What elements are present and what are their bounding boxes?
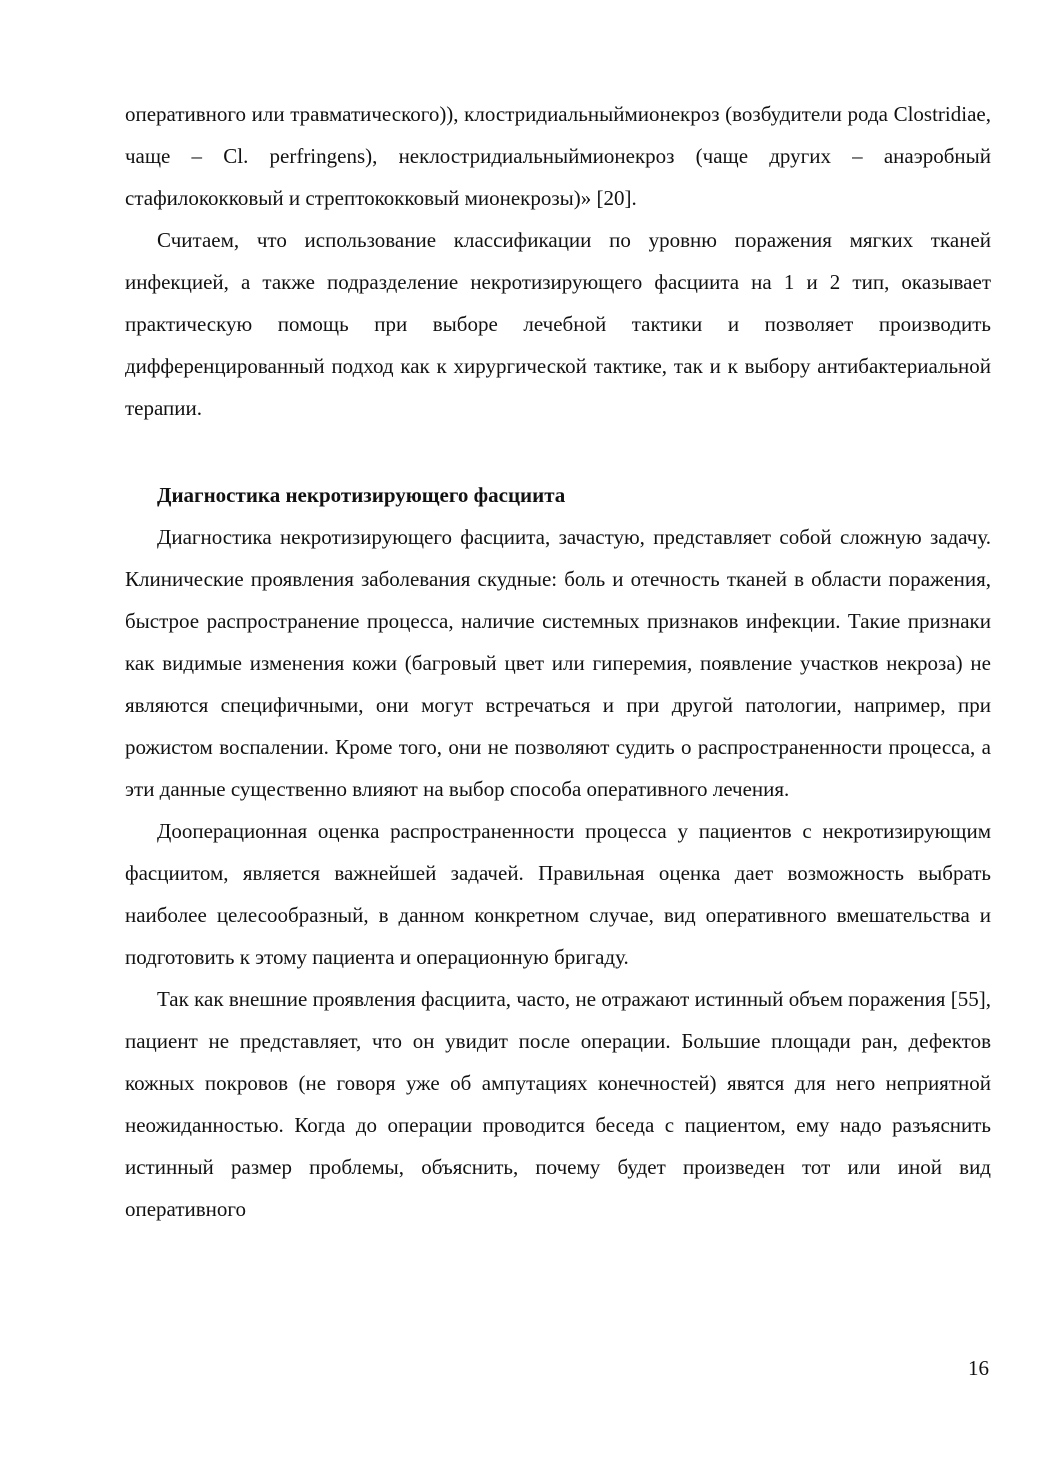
section-heading: Диагностика некротизирующего фасциита — [157, 483, 566, 507]
paragraph-group-top — [125, 93, 991, 429]
paragraph-diagnostics: Диагностика некротизирующего фасциита, зачастую, представляет собой сложную задачу. Клинические проявления заболевания скудные: боль и отечность тканей в области поражения, быстрое распространение процесса, наличие системных признаков инфекции. Такие признаки как видимые изменения кожи (багровый цвет или гиперемия, появление участков некроза) не являются специфичными, они могут встречаться и при другой патологии, например, при рожистом воспалении. Кроме того, они не позволяют судить о распространенности процесса, а эти данные существенно влияют на выбор способа оперативного лечения. — [125, 525, 991, 801]
page-number: 16 — [968, 1356, 989, 1380]
paragraph-preoperative-assessment: Дооперационная оценка распространенности процесса у пациентов с некротизирующим фасциитом, является важнейшей задачей. Правильная оценка дает возможность выбрать наиболее целесообразный, в данном конкретном случае, вид оперативного вмешательства и подготовить к этому пациента и операционную бригаду. — [125, 819, 991, 969]
intro-paragraph: оперативного или травматического)), клостридиальныймионекроз (возбудители рода Clostridiae, чаще – Cl. perfringens), неклостридиальныймионекроз (чаще других – анаэробный стафилококковый и стрептококковый мионекрозы)» [20]. — [125, 102, 991, 210]
paragraph-classification: Считаем, что использование классификации по уровню поражения мягких тканей инфекцией, а также подразделение некротизирующего фасциита на 1 и 2 тип, оказывает практическую помощь при выборе лечебной тактики и позволяет производить дифференцированный подход как к хирургической тактике, так и к выбору антибактериальной терапии. — [125, 228, 991, 420]
paragraph-group-diagnostics — [125, 474, 991, 1230]
paragraph-patient-conversation: Так как внешние проявления фасциита, часто, не отражают истинный объем поражения [55], пациент не представляет, что он увидит после операции. Большие площади ран, дефектов кожных покровов (не говоря уже об ампутациях конечностей) явятся для него неприятной неожиданностью. Когда до операции проводится беседа с пациентом, ему надо разъяснить истинный размер проблемы, объяснить, почему будет произведен тот или иной вид оперативного — [125, 987, 991, 1221]
